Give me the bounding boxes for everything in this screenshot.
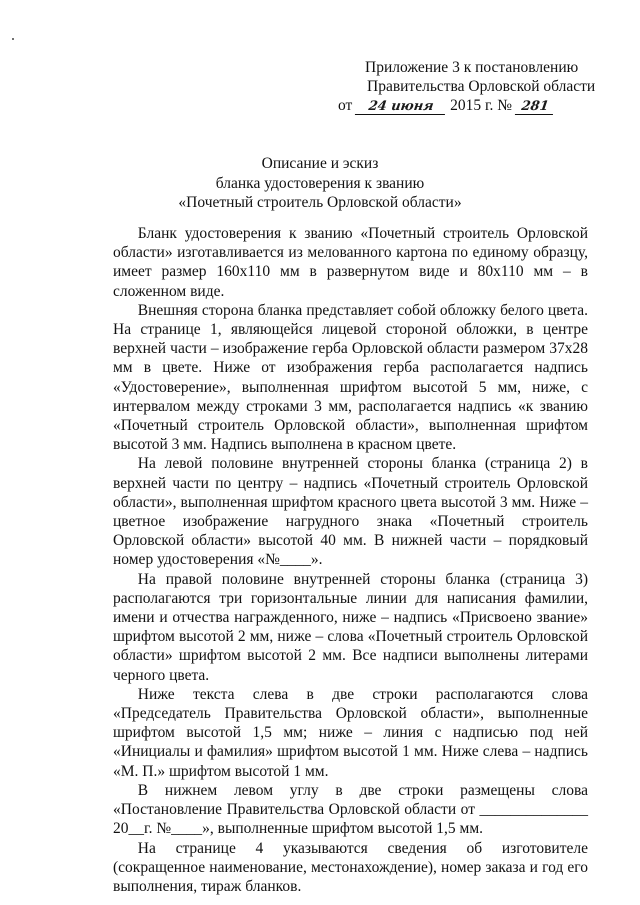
- document-body: [113, 224, 588, 896]
- paragraph: В нижнем левом углу в две строки размещены слова «Постановление Правительства Орловской области от ______________ 20__г. №____», выполненные шрифтом высотой 1,5 мм.: [113, 781, 588, 838]
- appendix-line-1: Приложение 3 к постановлению: [365, 59, 579, 76]
- paragraph: На правой половине внутренней стороны бланка (страница 3) располагаются три горизонтальные линии для написания фамилии, имени и отчества награжденного, ниже – надпись «Присвоено звание» шрифтом высотой 2 мм, ниже – слова «Почетный строитель Орловской области» шрифтом высотой 2 мм. Все надписи выполнены литерами черного цвета.: [113, 570, 588, 684]
- title-line-2: бланка удостоверения к званию: [215, 174, 425, 192]
- paragraph: Ниже текста слева в две строки располагаются слова «Председатель Правительства Орловской области», выполненные шрифтом высотой 1,5 мм; ниже – линия с надписью под ней «Инициалы и фамилия» шрифтом высотой 1 мм. Ниже слева – надпись «М. П.» шрифтом высотой 1 мм.: [113, 685, 588, 780]
- date-prefix: от: [338, 97, 353, 114]
- scan-speck: [12, 38, 14, 40]
- paragraph: Внешняя сторона бланка представляет собой обложку белого цвета. На странице 1, являющейся лицевой стороной обложки, в центре верхней части – изображение герба Орловской области размером 37х28 мм в цвете. Ниже от изображения герба располагается надпись «Удостоверение», выполненная шрифтом высотой 5 мм, ниже, с интервалом между строками 3 мм, располагается надпись «к званию «Почетный строитель Орловской области», выполненная шрифтом высотой 3 мм. Надпись выполнена в красном цвете.: [113, 301, 588, 454]
- year-and-number-label: 2015 г. №: [450, 97, 513, 114]
- title-line-1: Описание и эскиз: [261, 155, 379, 172]
- paragraph: На странице 4 указываются сведения об изготовителе (сокращенное наименование, местонахождение), номер заказа и год его выполнения, тираж бланков.: [113, 839, 588, 895]
- document-title: [0, 154, 640, 213]
- title-line-3: «Почетный строитель Орловской области»: [178, 194, 462, 211]
- paragraph: На левой половине внутренней стороны бланка (страница 2) в верхней части по центру – надпись «Почетный строитель Орловской области», выполненная шрифтом красного цвета высотой 3 мм. Ниже – цветное изображение нагрудного знака «Почетный строитель Орловской области» высотой 40 мм. В нижней части – порядковый номер удостоверения «№____».: [113, 455, 588, 569]
- handwritten-date: 24 июня: [355, 99, 447, 115]
- appendix-line-3: [338, 96, 554, 115]
- paragraph: Бланк удостоверения к званию «Почетный строитель Орловской области» изготавливается из мелованного картона по единому образцу, имеет размер 160х110 мм в развернутом виде и 80х110 мм – в сложенном виде.: [113, 225, 588, 300]
- handwritten-number: 281: [515, 99, 555, 115]
- appendix-line-2: Правительства Орловской области: [367, 78, 596, 95]
